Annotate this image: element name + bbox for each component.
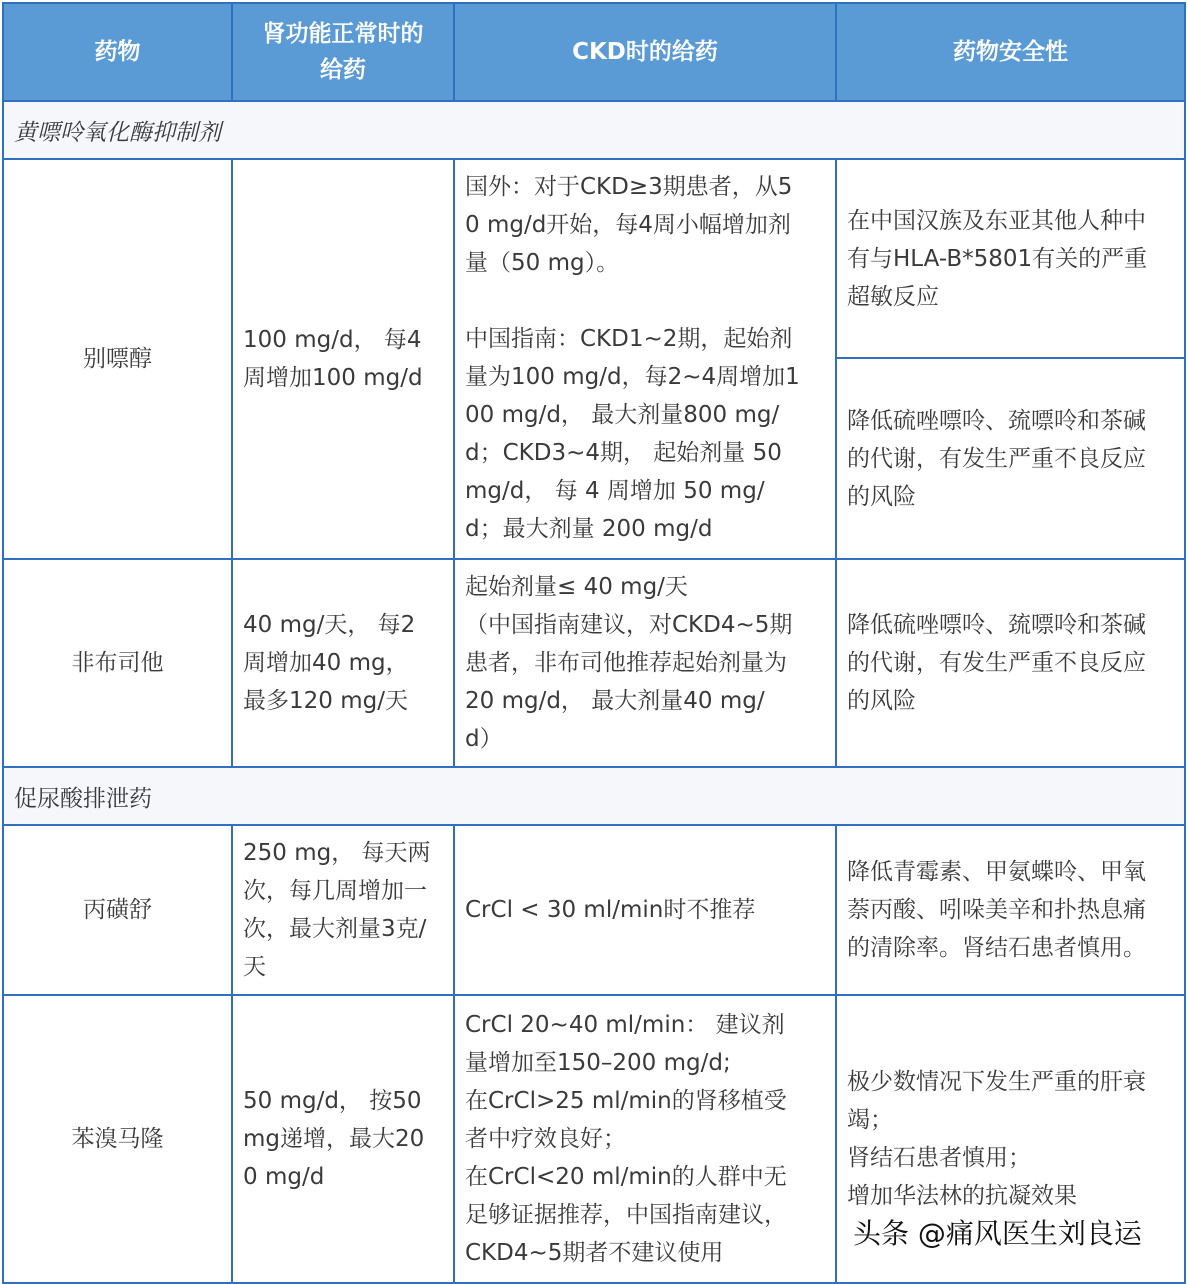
- text-line: d）: [465, 726, 503, 752]
- table-row-probenecid: [2, 826, 1186, 996]
- normal-dosing-cell: [231, 826, 453, 994]
- normal-dosing-text: [243, 834, 431, 986]
- text-line: 极少数情况下发生严重的肝衰: [847, 1069, 1146, 1095]
- section-title-xo: [2, 102, 1186, 158]
- text-line: 起始剂量≤ 40 mg/天: [465, 574, 688, 600]
- text-line: 周增加40 mg，: [243, 650, 409, 676]
- header-normal-dosing: [231, 4, 453, 100]
- text-line: 降低硫唑嘌呤、巯嘌呤和茶碱: [847, 407, 1146, 434]
- section-label-xo: 黄嘌呤氧化酶抑制剂: [14, 119, 221, 146]
- ckd-dosing-abroad-text: [465, 168, 825, 282]
- ckd-dosing-text: [465, 891, 755, 929]
- text-line: mg/d， 每 4 周增加 50 mg/: [465, 478, 765, 504]
- normal-dosing-text: [243, 1082, 424, 1196]
- text-line: 超敏反应: [847, 283, 939, 310]
- section-label-uricosuric: 促尿酸排泄药: [14, 785, 152, 812]
- ckd-dosing-text: [465, 1006, 787, 1272]
- ckd-dosing-cell: [453, 826, 835, 994]
- text-line: 0 mg/d开始，每4周小幅增加剂: [465, 212, 791, 238]
- text-line: CrCl < 30 ml/min时不推荐: [465, 897, 756, 923]
- watermark: 头条 @痛风医生刘良运: [853, 1217, 1142, 1250]
- safety-text: [847, 1063, 1146, 1215]
- safety-text-hla: [847, 202, 1147, 316]
- safety-text: [847, 606, 1146, 720]
- text-line: CKD4~5期者不建议使用: [465, 1240, 724, 1266]
- text-line: 50 mg/d， 按50: [243, 1088, 422, 1114]
- ckd-dosing-cell: [453, 560, 835, 766]
- text-line: 天: [243, 954, 266, 980]
- ckd-dosing-text: [465, 568, 792, 758]
- drug-name-cell: 别嘌醇: [2, 160, 231, 558]
- text-line: 量（50 mg）。: [465, 250, 620, 276]
- text-line: d；最大剂量 200 mg/d: [465, 516, 713, 542]
- text-line: 00 mg/d， 最大剂量800 mg/: [465, 402, 780, 428]
- text-line: 在CrCl<20 ml/min的人群中无: [465, 1164, 787, 1190]
- text-line: 中国指南：CKD1~2期，起始剂: [465, 326, 793, 352]
- text-line: 周增加100 mg/d: [243, 365, 423, 391]
- text-line: 有与HLA-B*5801有关的严重: [847, 245, 1148, 272]
- dosing-table: [2, 2, 1186, 1284]
- text-line: 20 mg/d， 最大剂量40 mg/: [465, 688, 765, 714]
- text-line: 的代谢，有发生严重不良反应: [847, 445, 1146, 472]
- safety-text-metabolism: [847, 402, 1146, 516]
- text-line: 增加华法林的抗凝效果: [847, 1183, 1077, 1209]
- text-line: 降低硫唑嘌呤、巯嘌呤和茶碱: [847, 612, 1146, 638]
- text-line: 在中国汉族及东亚其他人种中: [847, 207, 1146, 234]
- text-line: 在CrCl>25 ml/min的肾移植受: [465, 1088, 787, 1114]
- normal-dosing-cell: [231, 996, 453, 1282]
- text-line: 40 mg/天， 每2: [243, 612, 416, 638]
- text-line: 萘丙酸、吲哚美辛和扑热息痛: [847, 897, 1146, 923]
- text-line: 竭；: [847, 1107, 893, 1133]
- text-line: 100 mg/d， 每4: [243, 327, 422, 353]
- normal-dosing-cell: [231, 560, 453, 766]
- text-line: mg递增，最大20: [243, 1126, 425, 1152]
- text-line: 足够证据推荐，中国指南建议，: [465, 1202, 787, 1228]
- text-line: 250 mg， 每天两: [243, 840, 431, 866]
- text-line: CrCl 20~40 ml/min： 建议剂: [465, 1012, 785, 1038]
- section-row-xo: [2, 102, 1186, 160]
- text-line: 的清除率。肾结石患者慎用。: [847, 935, 1146, 961]
- normal-dosing-cell: [231, 160, 453, 558]
- section-title-uricosuric: [2, 768, 1186, 824]
- text-line: 国外：对于CKD≥3期患者，从5: [465, 174, 793, 200]
- text-line: 的代谢，有发生严重不良反应: [847, 650, 1146, 676]
- section-row-uricosuric: [2, 768, 1186, 826]
- table-row-allopurinol: [2, 160, 1186, 560]
- header-safety: 药物安全性: [835, 4, 1186, 100]
- normal-dosing-text: [243, 606, 415, 720]
- drug-name-cell: 苯溴马隆: [2, 996, 231, 1282]
- text-line: 0 mg/d: [243, 1164, 325, 1190]
- safety-cell: [835, 160, 1186, 558]
- safety-part-metabolism: [837, 359, 1184, 558]
- ckd-dosing-cell: [453, 160, 835, 558]
- ckd-dosing-china-text: [465, 320, 825, 548]
- text-line: 最多120 mg/天: [243, 688, 408, 714]
- ckd-dosing-cell: [453, 996, 835, 1282]
- header-ckd-dosing: CKD时的给药: [453, 4, 835, 100]
- text-line: 次，每几周增加一: [243, 878, 427, 904]
- text-line: 降低青霉素、甲氨蝶呤、甲氧: [847, 859, 1146, 885]
- text-line: 患者，非布司他推荐起始剂量为: [465, 650, 787, 676]
- safety-text: [847, 853, 1146, 967]
- text-line: 的风险: [847, 688, 916, 714]
- text-line: 的风险: [847, 483, 916, 510]
- text-line: 量为100 mg/d，每2~4周增加1: [465, 364, 800, 390]
- safety-cell: [835, 560, 1186, 766]
- text-line: （中国指南建议，对CKD4~5期: [465, 612, 793, 638]
- table-row-febuxostat: [2, 560, 1186, 768]
- normal-dosing-text: [243, 321, 423, 397]
- safety-part-hla: [837, 160, 1184, 359]
- table-header-row: [2, 2, 1186, 102]
- text-line: 肾结石患者慎用；: [847, 1145, 1031, 1171]
- safety-cell: [835, 826, 1186, 994]
- drug-name-cell: 丙磺舒: [2, 826, 231, 994]
- text-line: 量增加至150–200 mg/d;: [465, 1050, 731, 1076]
- drug-name-cell: 非布司他: [2, 560, 231, 766]
- text-line: 者中疗效良好；: [465, 1126, 626, 1152]
- text-line: 次，最大剂量3克/: [243, 916, 427, 942]
- text-line: d；CKD3~4期， 起始剂量 50: [465, 440, 782, 466]
- header-drug: 药物: [2, 4, 231, 100]
- header-normal-line1: 肾功能正常时的: [262, 21, 424, 47]
- header-normal-line2: 给药: [320, 57, 366, 83]
